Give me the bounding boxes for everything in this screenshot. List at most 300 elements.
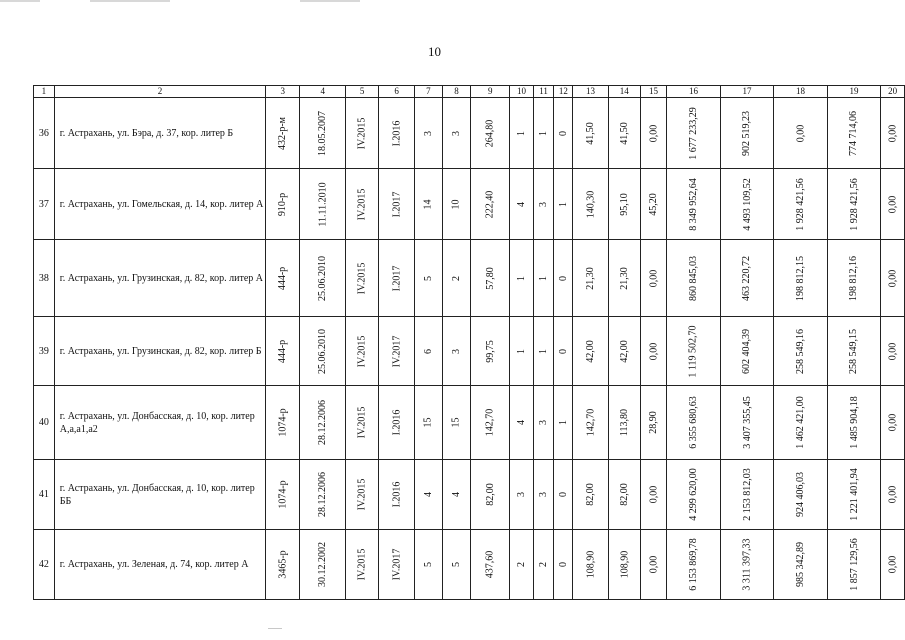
value-cell <box>442 240 471 317</box>
value-cell <box>774 169 828 240</box>
address-cell: г. Астрахань, ул. Зеленая, д. 74, кор. литер А <box>54 530 266 600</box>
value-text: 1 462 421,00 <box>794 396 806 449</box>
value-cell <box>471 98 510 169</box>
header-cell: 5 <box>346 86 379 98</box>
value-text: 0,00 <box>887 555 899 574</box>
value-cell <box>379 530 415 600</box>
value-cell <box>379 169 415 240</box>
value-cell <box>510 460 534 530</box>
header-cell: 2 <box>54 86 266 98</box>
value-text: 1 221 401,94 <box>848 468 860 521</box>
value-cell <box>379 460 415 530</box>
value-cell <box>774 460 828 530</box>
value-text: 902 519,23 <box>741 110 753 156</box>
value-cell <box>827 530 881 600</box>
value-cell <box>510 530 534 600</box>
value-cell <box>300 98 346 169</box>
data-table <box>33 85 905 600</box>
value-cell <box>881 169 905 240</box>
header-cell: 14 <box>608 86 640 98</box>
value-cell <box>640 460 666 530</box>
value-text: 0 <box>557 348 569 354</box>
value-cell <box>346 240 379 317</box>
table-row <box>34 386 905 460</box>
value-text: IV.2017 <box>391 335 403 367</box>
value-cell <box>640 98 666 169</box>
value-cell <box>533 386 554 460</box>
value-text: 45,20 <box>648 192 660 216</box>
row-number-cell: 38 <box>34 240 55 317</box>
value-cell <box>608 169 640 240</box>
value-cell <box>346 460 379 530</box>
value-text: 14 <box>422 199 434 209</box>
value-text: 2 <box>538 562 550 567</box>
value-text: 18.05.2007 <box>317 110 329 156</box>
value-text: 28.12.2006 <box>317 472 329 517</box>
value-text: 15 <box>450 417 462 428</box>
value-cell <box>471 169 510 240</box>
header-row <box>34 86 905 98</box>
value-cell <box>720 169 774 240</box>
value-cell <box>881 240 905 317</box>
value-text: 3465-р <box>277 550 289 579</box>
value-text: 924 406,03 <box>794 472 806 517</box>
header-cell: 4 <box>300 86 346 98</box>
header-cell: 9 <box>471 86 510 98</box>
value-text: 113,80 <box>618 408 630 437</box>
value-text: 82,00 <box>484 483 496 506</box>
value-cell <box>533 240 554 317</box>
value-cell <box>667 98 721 169</box>
value-text: 8 349 952,64 <box>687 177 699 231</box>
value-cell <box>533 98 554 169</box>
value-cell <box>720 460 774 530</box>
value-text: 860 845,03 <box>687 255 699 301</box>
value-text: 1 857 129,56 <box>848 538 860 591</box>
value-cell <box>573 169 608 240</box>
value-cell <box>608 98 640 169</box>
value-text: 11.11.2010 <box>317 181 329 227</box>
value-text: 198 812,16 <box>848 255 860 301</box>
value-cell <box>827 98 881 169</box>
value-cell <box>346 386 379 460</box>
value-cell <box>774 240 828 317</box>
value-cell <box>415 98 442 169</box>
value-text: 5 <box>422 275 434 281</box>
value-text: 3 <box>515 492 527 497</box>
value-cell <box>573 460 608 530</box>
value-text: 0 <box>557 562 569 567</box>
value-text: 142,70 <box>484 408 496 437</box>
value-cell <box>300 386 346 460</box>
row-number-cell: 41 <box>34 460 55 530</box>
value-cell <box>720 317 774 386</box>
value-text: 5 <box>450 562 462 567</box>
value-text: 3 <box>538 420 550 425</box>
value-cell <box>573 317 608 386</box>
value-text: 0,00 <box>794 124 806 142</box>
address-cell: г. Астрахань, ул. Бэра, д. 37, кор. литер Б <box>54 98 266 169</box>
table-row <box>34 460 905 530</box>
value-text: 25.06.2010 <box>317 328 329 374</box>
value-text: 0,00 <box>648 269 660 287</box>
value-cell <box>554 530 573 600</box>
value-cell <box>608 386 640 460</box>
value-cell <box>415 317 442 386</box>
value-text: 1 <box>538 275 550 281</box>
value-cell <box>554 240 573 317</box>
value-cell <box>554 169 573 240</box>
value-text: 25.06.2010 <box>317 255 329 301</box>
value-text: 0 <box>557 275 569 281</box>
value-text: 463 220,72 <box>741 255 753 301</box>
value-cell <box>554 317 573 386</box>
address-cell: г. Астрахань, ул. Донбасская, д. 10, кор. литер ББ <box>54 460 266 530</box>
value-text: 1 119 502,70 <box>687 324 699 378</box>
value-cell <box>667 169 721 240</box>
value-cell <box>300 240 346 317</box>
header-cell: 20 <box>881 86 905 98</box>
value-text: 985 342,89 <box>794 542 806 587</box>
value-text: 42,00 <box>618 339 630 363</box>
value-cell <box>471 386 510 460</box>
value-text: 0,00 <box>887 413 899 432</box>
header-cell: 1 <box>34 86 55 98</box>
value-cell <box>533 530 554 600</box>
header-cell: 13 <box>573 86 608 98</box>
value-text: 4 <box>450 492 462 497</box>
value-cell <box>266 460 300 530</box>
value-text: 0,00 <box>887 124 899 142</box>
value-cell <box>266 98 300 169</box>
value-text: 108,90 <box>584 550 596 579</box>
value-text: 95,10 <box>618 192 630 216</box>
value-text: 6 355 680,63 <box>687 396 699 449</box>
value-cell <box>442 317 471 386</box>
value-text: 437,60 <box>484 550 496 579</box>
value-text: 82,00 <box>618 483 630 506</box>
address-cell: г. Астрахань, ул. Донбасская, д. 10, кор. литер А,а,а1,а2 <box>54 386 266 460</box>
value-cell <box>640 169 666 240</box>
table-row <box>34 240 905 317</box>
value-cell <box>640 317 666 386</box>
value-text: 4 <box>515 420 527 425</box>
value-text: 1 928 421,56 <box>848 177 860 231</box>
value-cell <box>471 240 510 317</box>
row-number-cell: 39 <box>34 317 55 386</box>
value-text: 0,00 <box>887 269 899 287</box>
value-cell <box>510 317 534 386</box>
value-cell <box>442 169 471 240</box>
value-text: I.2017 <box>391 265 403 291</box>
value-text: 6 <box>422 348 434 354</box>
value-text: I.2017 <box>391 191 403 217</box>
header-cell: 8 <box>442 86 471 98</box>
value-cell <box>881 460 905 530</box>
value-text: 1 <box>515 130 527 136</box>
value-cell <box>720 530 774 600</box>
value-text: I.2016 <box>391 409 403 436</box>
value-cell <box>266 240 300 317</box>
value-cell <box>608 530 640 600</box>
value-cell <box>442 460 471 530</box>
value-cell <box>533 317 554 386</box>
value-text: 4 493 109,52 <box>741 177 753 231</box>
header-cell: 7 <box>415 86 442 98</box>
value-text: 1 <box>515 275 527 281</box>
value-cell <box>471 317 510 386</box>
value-text: 3 <box>450 348 462 354</box>
value-cell <box>774 386 828 460</box>
value-cell <box>300 530 346 600</box>
table-row <box>34 98 905 169</box>
value-cell <box>774 317 828 386</box>
value-text: 258 549,15 <box>848 328 860 374</box>
header-cell: 18 <box>774 86 828 98</box>
value-cell <box>379 240 415 317</box>
value-text: 1 <box>515 348 527 354</box>
value-cell <box>827 386 881 460</box>
value-text: 140,30 <box>584 190 596 218</box>
value-cell <box>266 169 300 240</box>
value-cell <box>640 240 666 317</box>
value-cell <box>608 240 640 317</box>
value-text: 198 812,15 <box>794 255 806 301</box>
value-cell <box>415 460 442 530</box>
value-text: I.2016 <box>391 120 403 146</box>
value-text: 142,70 <box>584 408 596 437</box>
value-cell <box>573 240 608 317</box>
row-number-cell: 42 <box>34 530 55 600</box>
value-text: 108,90 <box>618 550 630 579</box>
value-text: 28,90 <box>648 411 660 434</box>
value-text: 4 <box>515 201 527 207</box>
value-text: 3 311 397,33 <box>741 538 753 591</box>
address-cell: г. Астрахань, ул. Грузинская, д. 82, кор. литер Б <box>54 317 266 386</box>
value-text: I.2016 <box>391 481 403 508</box>
value-cell <box>573 530 608 600</box>
value-text: 0,00 <box>648 124 660 142</box>
value-text: 41,50 <box>618 121 630 145</box>
row-number-cell: 36 <box>34 98 55 169</box>
value-cell <box>379 317 415 386</box>
value-cell <box>510 98 534 169</box>
value-cell <box>533 169 554 240</box>
value-cell <box>471 460 510 530</box>
value-text: 99,75 <box>484 339 496 363</box>
value-cell <box>442 530 471 600</box>
value-cell <box>510 169 534 240</box>
value-cell <box>533 460 554 530</box>
scan-artifact-line <box>90 0 170 2</box>
value-cell <box>415 240 442 317</box>
value-text: 21,30 <box>618 266 630 290</box>
header-cell: 6 <box>379 86 415 98</box>
value-text: 0,00 <box>887 485 899 504</box>
value-text: 5 <box>422 562 434 567</box>
value-text: 10 <box>450 199 462 209</box>
table-row <box>34 530 905 600</box>
value-cell <box>720 98 774 169</box>
row-number-cell: 40 <box>34 386 55 460</box>
value-text: 0,00 <box>648 485 660 504</box>
header-cell: 16 <box>667 86 721 98</box>
value-text: 0 <box>557 130 569 136</box>
value-cell <box>774 530 828 600</box>
value-cell <box>346 98 379 169</box>
value-text: 1 677 233,29 <box>687 106 699 160</box>
value-text: 444-р <box>277 266 289 290</box>
value-text: 432-р-м <box>277 116 289 150</box>
value-text: 1 <box>557 420 569 425</box>
value-text: IV.2015 <box>356 188 368 220</box>
value-cell <box>415 169 442 240</box>
value-cell <box>573 98 608 169</box>
page-number: 10 <box>428 44 441 59</box>
scan-artifact-line <box>268 628 282 629</box>
value-text: 3 407 355,45 <box>741 396 753 449</box>
value-text: 910-р <box>277 192 289 216</box>
value-cell <box>554 460 573 530</box>
value-text: 57,80 <box>484 266 496 290</box>
value-cell <box>266 530 300 600</box>
value-text: 444-р <box>277 339 289 363</box>
value-text: 1 485 904,18 <box>848 396 860 449</box>
value-text: 21,30 <box>584 266 596 290</box>
value-cell <box>266 317 300 386</box>
value-text: IV.2015 <box>356 478 368 511</box>
value-text: 41,50 <box>584 121 596 145</box>
value-text: 1 <box>538 130 550 136</box>
value-text: 15 <box>422 417 434 428</box>
value-cell <box>300 460 346 530</box>
header-cell: 17 <box>720 86 774 98</box>
header-cell: 10 <box>510 86 534 98</box>
value-text: 0 <box>557 492 569 497</box>
header-cell: 15 <box>640 86 666 98</box>
value-cell <box>442 98 471 169</box>
table-row <box>34 317 905 386</box>
value-cell <box>379 98 415 169</box>
value-text: IV.2015 <box>356 406 368 439</box>
value-cell <box>827 169 881 240</box>
value-text: 3 <box>450 130 462 136</box>
value-text: 6 153 869,78 <box>687 538 699 591</box>
value-text: 0,00 <box>887 195 899 213</box>
value-text: 0,00 <box>887 342 899 360</box>
value-cell <box>827 317 881 386</box>
value-text: 258 549,16 <box>794 328 806 374</box>
scan-artifact-line <box>0 0 40 2</box>
value-text: 3 <box>538 201 550 207</box>
value-text: IV.2015 <box>356 117 368 149</box>
value-cell <box>827 240 881 317</box>
value-cell <box>667 317 721 386</box>
value-cell <box>510 386 534 460</box>
value-cell <box>640 386 666 460</box>
value-cell <box>774 98 828 169</box>
value-text: 4 299 620,00 <box>687 468 699 521</box>
header-cell: 11 <box>533 86 554 98</box>
header-cell: 3 <box>266 86 300 98</box>
table-row <box>34 169 905 240</box>
value-text: 222,40 <box>484 190 496 218</box>
value-text: 602 404,39 <box>741 328 753 374</box>
value-cell <box>667 460 721 530</box>
value-cell <box>640 530 666 600</box>
row-number-cell: 37 <box>34 169 55 240</box>
value-text: 1 928 421,56 <box>794 177 806 231</box>
value-text: IV.2015 <box>356 548 368 581</box>
value-text: 82,00 <box>584 483 596 506</box>
value-cell <box>667 386 721 460</box>
value-cell <box>266 386 300 460</box>
scan-artifact-line <box>300 0 360 2</box>
value-cell <box>881 386 905 460</box>
value-text: 2 153 812,03 <box>741 468 753 521</box>
value-cell <box>573 386 608 460</box>
value-text: 1074-р <box>277 408 289 437</box>
value-cell <box>415 386 442 460</box>
value-cell <box>881 98 905 169</box>
value-cell <box>608 460 640 530</box>
value-text: IV.2015 <box>356 335 368 367</box>
address-cell: г. Астрахань, ул. Гомельская, д. 14, кор. литер А <box>54 169 266 240</box>
value-text: 30.12.2002 <box>317 542 329 587</box>
value-cell <box>346 317 379 386</box>
value-cell <box>608 317 640 386</box>
value-text: 1074-р <box>277 480 289 509</box>
value-cell <box>827 460 881 530</box>
value-cell <box>667 530 721 600</box>
value-text: 1 <box>538 348 550 354</box>
value-text: 42,00 <box>584 339 596 363</box>
value-cell <box>667 240 721 317</box>
value-cell <box>720 240 774 317</box>
value-cell <box>300 317 346 386</box>
value-text: 3 <box>422 130 434 136</box>
value-cell <box>720 386 774 460</box>
value-text: 1 <box>557 201 569 207</box>
value-cell <box>554 386 573 460</box>
value-text: 2 <box>515 562 527 567</box>
value-cell <box>881 530 905 600</box>
value-cell <box>442 386 471 460</box>
value-cell <box>346 169 379 240</box>
value-cell <box>415 530 442 600</box>
value-text: 0,00 <box>648 555 660 574</box>
value-text: IV.2017 <box>391 548 403 581</box>
value-cell <box>471 530 510 600</box>
value-cell <box>379 386 415 460</box>
value-text: 0,00 <box>648 342 660 360</box>
value-text: 264,80 <box>484 119 496 147</box>
value-cell <box>881 317 905 386</box>
value-cell <box>510 240 534 317</box>
value-text: IV.2015 <box>356 262 368 294</box>
value-text: 3 <box>538 492 550 497</box>
value-cell <box>346 530 379 600</box>
header-cell: 19 <box>827 86 881 98</box>
value-text: 4 <box>422 492 434 497</box>
value-text: 2 <box>450 275 462 281</box>
value-text: 774 714,06 <box>848 110 860 156</box>
value-cell <box>300 169 346 240</box>
header-cell: 12 <box>554 86 573 98</box>
address-cell: г. Астрахань, ул. Грузинская, д. 82, кор. литер А <box>54 240 266 317</box>
value-text: 28.12.2006 <box>317 400 329 445</box>
value-cell <box>554 98 573 169</box>
